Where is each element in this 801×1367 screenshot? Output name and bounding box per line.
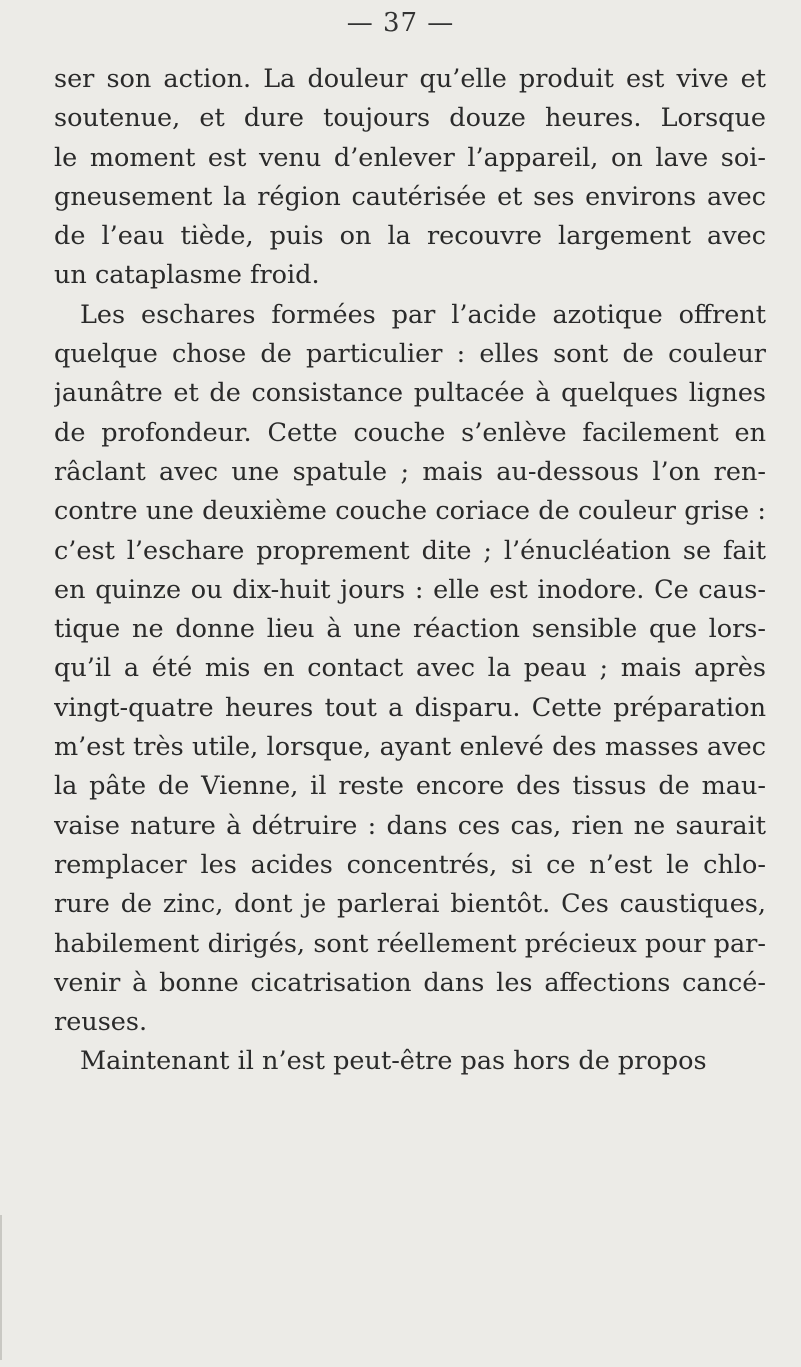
text-line: habilement dirigés, sont réellement précieux pour par- [54, 928, 766, 959]
text-line: quelque chose de particulier : elles sont de couleur [54, 339, 766, 370]
text-line: venir à bonne cicatrisation dans les affections cancé- [54, 967, 766, 998]
text-line: tique ne donne lieu à une réaction sensible que lors- [54, 614, 766, 645]
page-number: — 37 — [346, 8, 455, 38]
text-line: râclant avec une spatule ; mais au-dessous l’on ren- [54, 456, 766, 487]
text-line: un cataplasme froid. [54, 260, 320, 291]
text-line: de l’eau tiède, puis on la recouvre largement avec [54, 221, 766, 252]
text-line: c’est l’eschare proprement dite ; l’énucléation se fait [54, 535, 766, 566]
text-line: le moment est venu d’enlever l’appareil, on lave soi- [54, 142, 766, 173]
text-line: qu’il a été mis en contact avec la peau ; mais après [54, 653, 766, 684]
text-line: vingt-quatre heures tout a disparu. Cette préparation [54, 692, 766, 723]
text-line: vaise nature à détruire : dans ces cas, rien ne saurait [54, 810, 766, 841]
text-line: de profondeur. Cette couche s’enlève facilement en [54, 417, 766, 448]
text-line: la pâte de Vienne, il reste encore des tissus de mau- [54, 771, 766, 802]
text-line: jaunâtre et de consistance pultacée à quelques lignes [54, 378, 766, 409]
text-line: remplacer les acides concentrés, si ce n’est le chlo- [54, 849, 766, 880]
text-line: en quinze ou dix-huit jours : elle est inodore. Ce caus- [54, 574, 766, 605]
paragraph-start-line: Maintenant il n’est peut-être pas hors de propos [80, 1046, 707, 1077]
text-line: soutenue, et dure toujours douze heures. Lorsque [54, 103, 766, 134]
text-line: ser son action. La douleur qu’elle produit est vive et [54, 64, 766, 94]
body-text [54, 60, 766, 1082]
text-line: reuses. [54, 1007, 148, 1038]
paragraph-start-line: Les eschares formées par l’acide azotique offrent [80, 299, 766, 330]
text-line: gneusement la région cautérisée et ses environs avec [54, 181, 766, 212]
text-line: contre une deuxième couche coriace de couleur grise : [54, 496, 766, 527]
scan-edge-shadow [0, 1215, 2, 1360]
text-line: rure de zinc, dont je parlerai bientôt. Ces caustiques, [54, 889, 766, 920]
text-line: m’est très utile, lorsque, ayant enlevé des masses avec [54, 732, 766, 763]
